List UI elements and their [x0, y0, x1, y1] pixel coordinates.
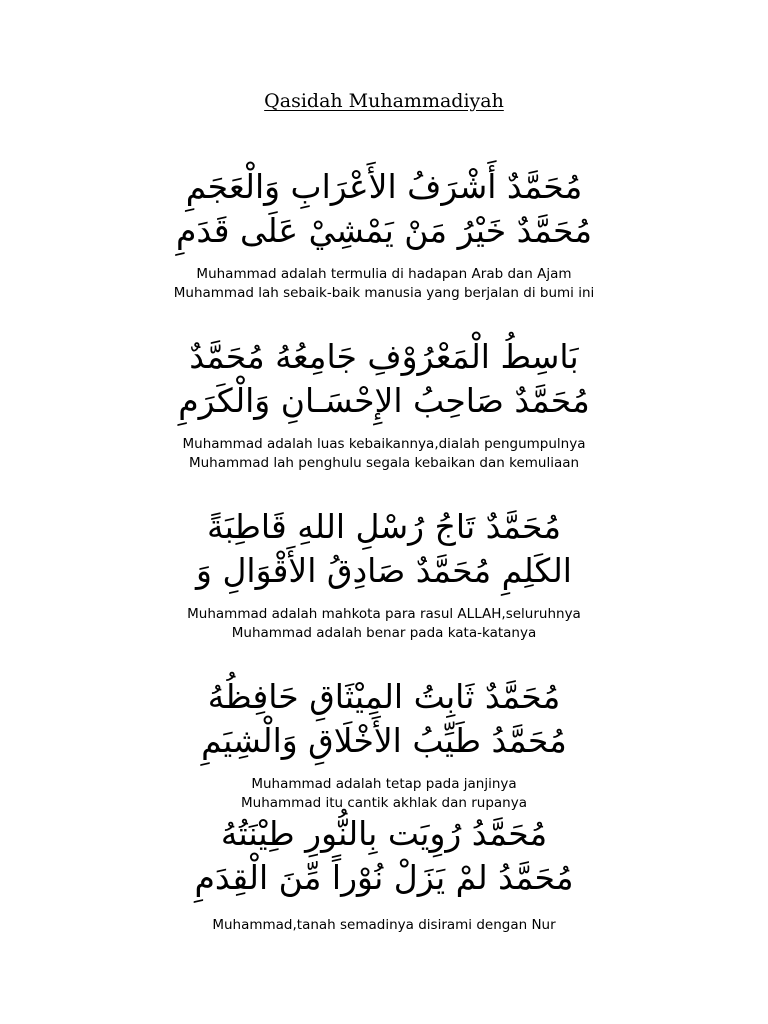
stanza-1	[0, 165, 768, 303]
arabic-verse-line: مُحَمَّدٌ أَشْرَفُ الأَعْرَابِ وَالْعَجَمِ	[185, 167, 583, 206]
arabic-verse-line: مُحَمَّدُ لمْ يَزَلْ نُوْراً مِّنَ الْقِدَمِ	[194, 858, 574, 897]
translation-line: Muhammad,tanah semadinya disirami dengan Nur	[212, 917, 556, 933]
translation-line: Muhammad lah penghulu segala kebaikan dan kemuliaan	[188, 455, 580, 471]
arabic-verse-line: مُحَمَّدُ رُوِيَت بِالنُّورِ طِيْنَتُهُ	[220, 814, 548, 853]
translation-line: Muhammad adalah benar pada kata-katanya	[231, 625, 537, 641]
translation-line: Muhammad lah sebaik-baik manusia yang berjalan di bumi ini	[173, 285, 595, 301]
stanza-4	[0, 675, 768, 813]
translation-line: Muhammad adalah tetap pada janjinya	[251, 776, 517, 792]
arabic-verse-line: مُحَمَّدٌ صَاحِبُ الإِحْسَـانِ وَالْكَرَمِ	[178, 381, 590, 420]
arabic-verse-line: بَاسِطُ الْمَعْرُوْفِ جَامِعُهُ مُحَمَّدٌ	[189, 337, 579, 376]
arabic-verse-line: مُحَمَّدُ طَيِّبُ الأَخْلَاقِ وَالْشِيَمِ	[201, 721, 567, 760]
arabic-verse-line: مُحَمَّدٌ تَاجُ رُسْلِ اللهِ قَاطِبَةً	[206, 507, 562, 546]
stanza-2	[0, 335, 768, 473]
translation-line: Muhammad adalah luas kebaikannya,dialah pengumpulnya	[182, 436, 586, 452]
translation-line: Muhammad adalah mahkota para rasul ALLAH,seluruhnya	[187, 606, 581, 622]
stanza-3	[0, 505, 768, 643]
translation-line: Muhammad itu cantik akhlak dan rupanya	[241, 795, 527, 811]
stanza-5	[0, 812, 768, 935]
translation-line: Muhammad adalah termulia di hadapan Arab dan Ajam	[196, 266, 572, 282]
page-title: Qasidah Muhammadiyah	[264, 90, 504, 112]
arabic-verse-line: مُحَمَّدٌ ثَابِتُ المِيْثَاقِ حَافِظُهُ	[207, 677, 561, 716]
arabic-verse-line: الكَلِمِ مُحَمَّدٌ صَادِقُ الأَقْوَالِ وَ	[196, 551, 572, 590]
arabic-verse-line: مُحَمَّدٌ خَيْرُ مَنْ يَمْشِيْ عَلَى قَدَمِ	[175, 211, 593, 250]
